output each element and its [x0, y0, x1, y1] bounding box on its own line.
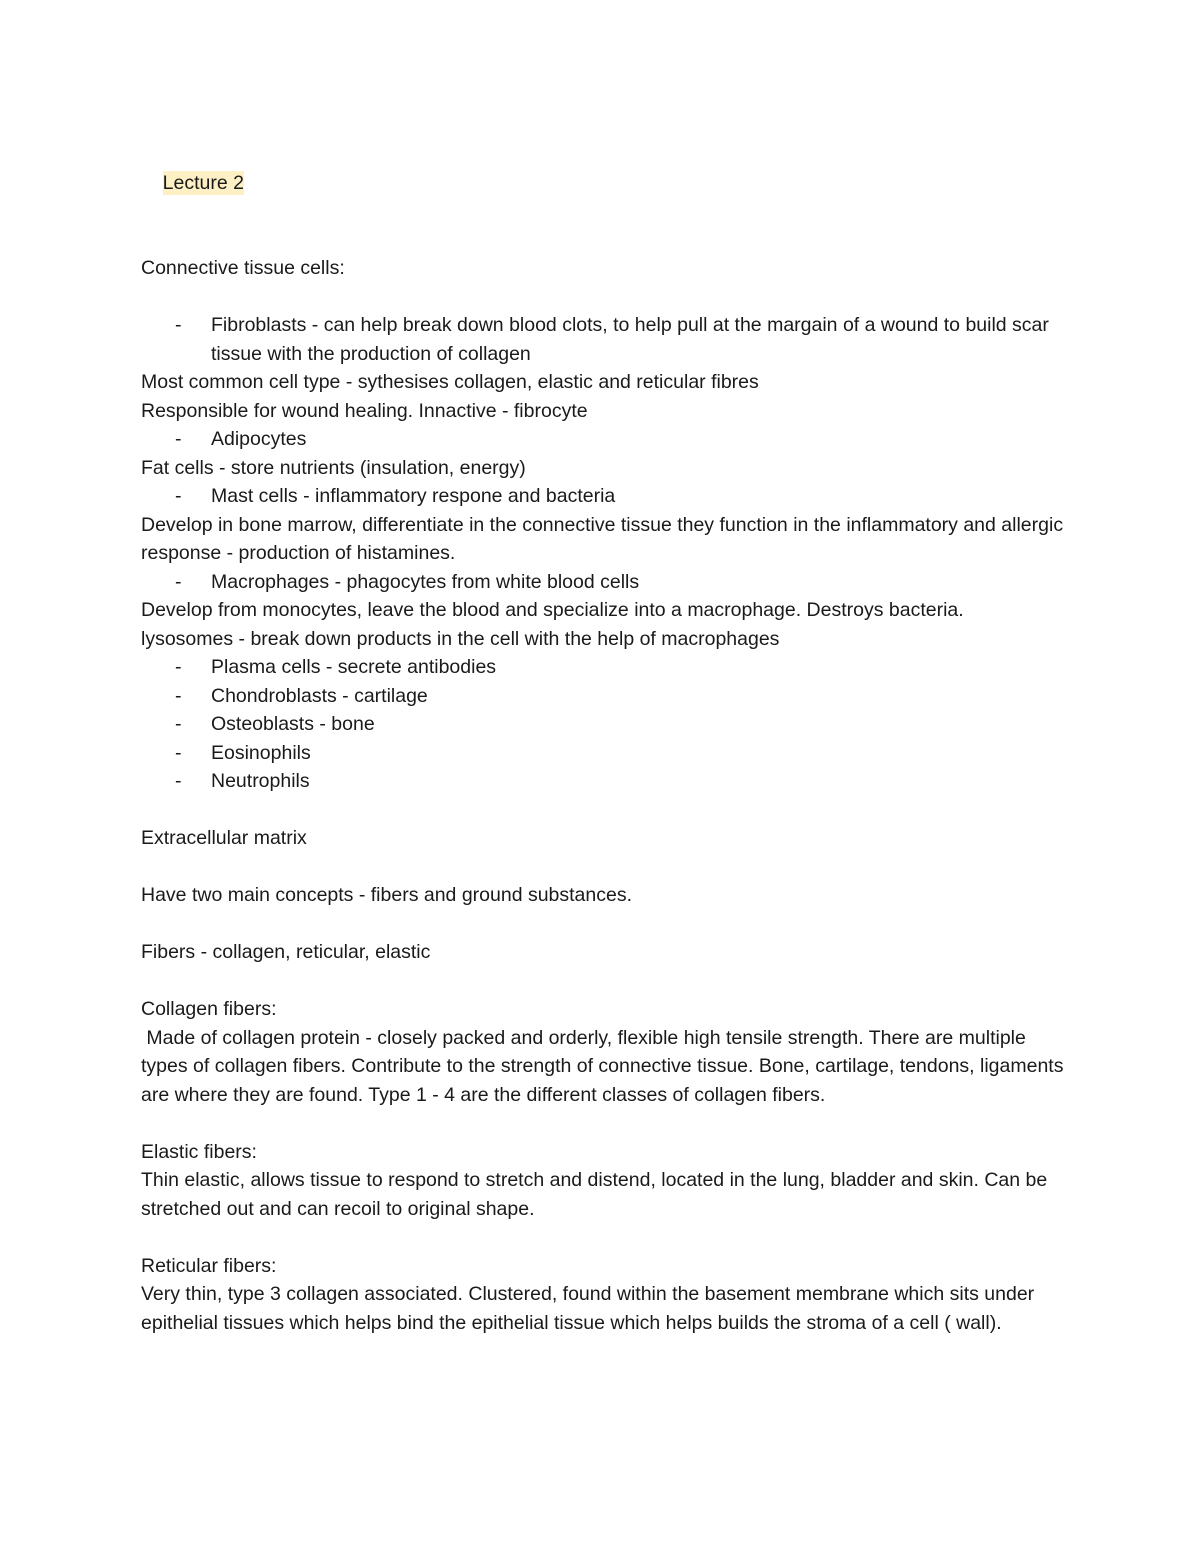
list-item-text: Plasma cells - secrete antibodies	[211, 656, 497, 678]
list-item-text: Chondroblasts - cartilage	[211, 684, 428, 707]
list-item-text: Eosinophils	[211, 741, 311, 764]
list-item-neutrophils	[141, 767, 1071, 796]
paragraph-mast-cells-note: Develop in bone marrow, differentiate in the connective tissue they function in the inflammatory and allergic response - production of histamines.	[141, 513, 1069, 564]
bullet-marker: -	[175, 770, 182, 792]
spacer	[141, 967, 1071, 996]
paragraph-ecm-concepts: Have two main concepts - fibers and ground substances.	[141, 884, 633, 906]
bullet-marker: -	[175, 485, 182, 507]
section-heading-connective-tissue-cells: Connective tissue cells:	[141, 257, 345, 279]
heading-collagen-fibers: Collagen fibers:	[141, 998, 277, 1020]
paragraph-fibroblasts-note-2: Responsible for wound healing. Innactive - fibrocyte	[141, 399, 588, 422]
section-heading-extracellular-matrix: Extracellular matrix	[141, 827, 307, 849]
paragraph-macrophages-note-1: Develop from monocytes, leave the blood and specialize into a macrophage. Destroys bacteria.	[141, 599, 964, 621]
paragraph-macrophages-note-2: lysosomes - break down products in the cell with the help of macrophages	[141, 627, 780, 650]
list-item-macrophages	[141, 568, 1071, 597]
list-item-eosinophils	[141, 739, 1071, 768]
bullet-marker: -	[175, 713, 182, 735]
list-item-text: Neutrophils	[211, 770, 310, 792]
lecture-title-line	[141, 140, 1071, 226]
heading-elastic-fibers: Elastic fibers:	[141, 1140, 257, 1163]
list-item-mast-cells	[141, 482, 1071, 511]
spacer	[141, 1109, 1071, 1138]
list-item-fibroblasts	[141, 311, 1071, 368]
lecture-title: Lecture 2	[162, 171, 244, 194]
bullet-marker: -	[175, 428, 182, 450]
list-item-text: Osteoblasts - bone	[211, 713, 375, 735]
spacer	[141, 1223, 1071, 1252]
spacer	[141, 853, 1071, 882]
spacer	[141, 796, 1071, 825]
bullet-marker: -	[175, 570, 182, 593]
paragraph-fibroblasts-note-1: Most common cell type - sythesises collagen, elastic and reticular fibres	[141, 371, 759, 393]
paragraph-elastic-fibers: Thin elastic, allows tissue to respond to stretch and distend, located in the lung, bladder and skin. Can be stretched out and can recoil to original shape.	[141, 1169, 1053, 1220]
document-page	[141, 140, 1071, 1337]
paragraph-fibers-list: Fibers - collagen, reticular, elastic	[141, 941, 431, 963]
list-item-text: Macrophages - phagocytes from white blood cells	[211, 570, 640, 593]
paragraph-adipocytes-note: Fat cells - store nutrients (insulation, energy)	[141, 456, 526, 479]
list-item-osteoblasts	[141, 710, 1071, 739]
bullet-marker: -	[175, 656, 182, 678]
heading-reticular-fibers: Reticular fibers:	[141, 1254, 277, 1277]
list-item-adipocytes	[141, 425, 1071, 454]
list-item-text: Fibroblasts - can help break down blood clots, to help pull at the margain of a wound to build scar tissue with the production of collagen	[211, 314, 1049, 365]
paragraph-reticular-fibers: Very thin, type 3 collagen associated. Clustered, found within the basement membrane which sits under epithelial tissues which helps bind the epithelial tissue which helps builds the stroma of a cell ( wall).	[141, 1283, 1040, 1334]
bullet-marker: -	[175, 684, 182, 707]
bullet-marker: -	[175, 314, 182, 336]
list-item-plasma-cells	[141, 653, 1071, 682]
spacer	[141, 283, 1071, 312]
bullet-marker: -	[175, 741, 182, 764]
paragraph-collagen-fibers: Made of collagen protein - closely packed and orderly, flexible high tensile strength. There are multiple types of collagen fibers. Contribute to the strength of connective tissue. Bone, cartilage, tendons, ligaments are where they are found. Type 1 - 4 are the different classes of collagen fibers.	[141, 1026, 1069, 1106]
list-item-chondroblasts	[141, 682, 1071, 711]
list-item-text: Mast cells - inflammatory respone and bacteria	[211, 485, 616, 507]
spacer	[141, 226, 1071, 255]
spacer	[141, 910, 1071, 939]
list-item-text: Adipocytes	[211, 428, 307, 450]
